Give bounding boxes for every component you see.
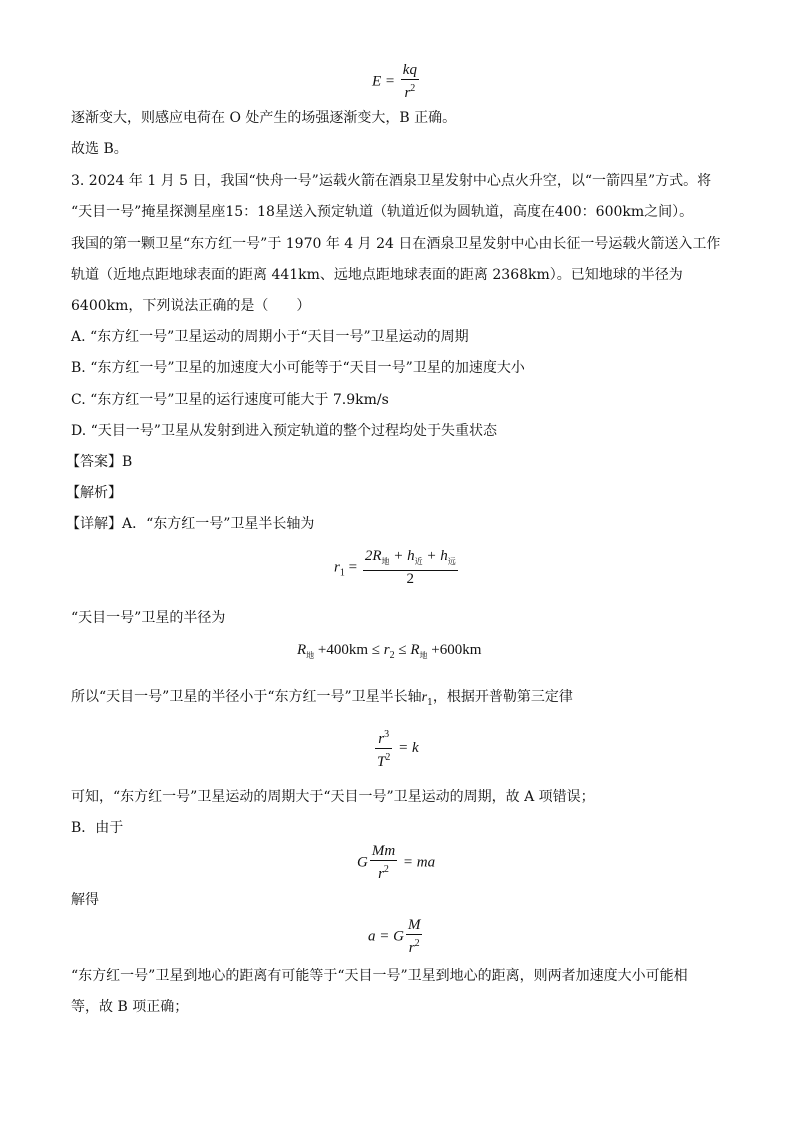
answer-value: B: [122, 454, 133, 470]
den-exp: 2: [414, 938, 420, 949]
eq-lhs-sub: 1: [339, 567, 345, 579]
term-r-earth: R: [297, 642, 307, 658]
so-line-end: ，根据开普勒第三定律: [432, 689, 573, 705]
detail-line: [66, 514, 314, 534]
den-exp: 2: [410, 83, 416, 94]
num-exp: 3: [384, 729, 390, 740]
term-2r: 2R: [364, 548, 382, 564]
term-400km: +400km ≤: [314, 642, 384, 658]
sub-earth: 地: [419, 651, 428, 660]
equation-acceleration: [368, 917, 424, 957]
eq-rhs: = ma: [399, 854, 436, 871]
leq-sign: ≤: [394, 642, 411, 658]
question-3-stem: 轨道（近地点距地球表面的距离 441km、远地点距地球表面的距离 2368km）。已知地球的半径为: [71, 267, 683, 283]
den-var: r: [404, 85, 411, 101]
equation-field-strength: [372, 62, 421, 102]
so-line-text: 所以“天目一号”卫星的半径小于“东方红一号”卫星半长轴: [71, 689, 422, 705]
den-var: r: [408, 940, 415, 956]
term-600km: +600km: [427, 642, 482, 658]
text-line: “天目一号”卫星的半径为: [71, 610, 226, 626]
option-c: C. “东方红一号”卫星的运行速度可能大于 7.9km/s: [71, 392, 389, 408]
text-line: 可知，“东方红一号”卫星运动的周期大于“天目一号”卫星运动的周期，故 A 项错误；: [71, 789, 595, 805]
option-a: A. “东方红一号”卫星运动的周期小于“天目一号”卫星运动的周期: [71, 329, 469, 345]
analysis-tag: 【解析】: [66, 485, 122, 501]
den-exp: 2: [383, 864, 389, 875]
question-3-stem: “天目一号”掩星探测星座15：18星送入预定轨道（轨道近似为圆轨道，高度在400：600km之间）。: [71, 204, 694, 220]
den-var: T: [377, 754, 386, 770]
term-h-near: + h: [389, 548, 415, 564]
fraction: [375, 726, 392, 771]
eq-rhs: = k: [394, 739, 419, 756]
den-var: r: [378, 866, 384, 882]
num-var: r: [378, 731, 385, 747]
sub-earth: 地: [381, 557, 390, 566]
fraction: [363, 548, 458, 588]
text-line: [71, 687, 573, 713]
eq-sign: =: [344, 559, 361, 576]
eq-lhs: E =: [372, 73, 396, 90]
text-line: B．由于: [71, 820, 124, 836]
fraction: [370, 843, 397, 883]
term-r2: r: [383, 642, 390, 658]
option-b: B. “东方红一号”卫星的加速度大小可能等于“天目一号”卫星的加速度大小: [71, 360, 525, 376]
term-h-far: + h: [422, 548, 448, 564]
numerator: Mm: [371, 843, 396, 859]
var-r1: r: [421, 690, 428, 705]
denominator: 2: [406, 571, 415, 587]
sub-far: 远: [447, 557, 456, 566]
text-line: 逐渐变大，则感应电荷在 O 处产生的场强逐渐变大，B 正确。: [71, 110, 457, 126]
equation-kepler-third-law: [373, 726, 419, 771]
sub-near: 近: [414, 557, 423, 566]
sub-earth: 地: [306, 651, 315, 660]
text-line: 解得: [71, 892, 99, 908]
text-line: 故选 B。: [71, 141, 128, 157]
eq-lhs: r: [334, 559, 340, 576]
question-3-stem: 3. 2024 年 1 月 5 日，我国“快舟一号”运载火箭在酒泉卫星发射中心点火升空，以“一箭四星”方式。将: [71, 173, 712, 189]
var-r1-sub: 1: [427, 697, 433, 708]
answer-tag: 【答案】: [66, 454, 122, 470]
sub-2: 2: [389, 650, 395, 661]
question-3-stem: 我国的第一颗卫星“东方红一号”于 1970 年 4 月 24 日在酒泉卫星发射中心由长征一号运载火箭送入工作: [71, 236, 721, 252]
fraction: [406, 917, 423, 957]
text-line: 等，故 B 项正确；: [71, 999, 189, 1015]
answer-line: [66, 452, 132, 472]
detail-a: A．“东方红一号”卫星半长轴为: [122, 516, 315, 532]
var-g: G: [357, 854, 368, 871]
equation-semi-major-axis: [334, 548, 460, 588]
numerator: kq: [402, 62, 417, 78]
term-r-earth: R: [410, 642, 420, 658]
eq-lhs: a = G: [368, 928, 404, 945]
equation-gravitation: [357, 843, 435, 883]
numerator: M: [407, 917, 421, 933]
den-exp: 2: [385, 752, 391, 763]
text-line: “东方红一号”卫星到地心的距离有可能等于“天目一号”卫星到地心的距离，则两者加速度大小可能相: [71, 968, 688, 984]
fraction: [401, 62, 419, 102]
question-3-stem: 6400km，下列说法正确的是（ ）: [71, 298, 311, 314]
equation-radius-range: [297, 642, 481, 661]
detail-tag: 【详解】: [66, 516, 122, 532]
option-d: D. “天目一号”卫星从发射到进入预定轨道的整个过程均处于失重状态: [71, 423, 497, 439]
